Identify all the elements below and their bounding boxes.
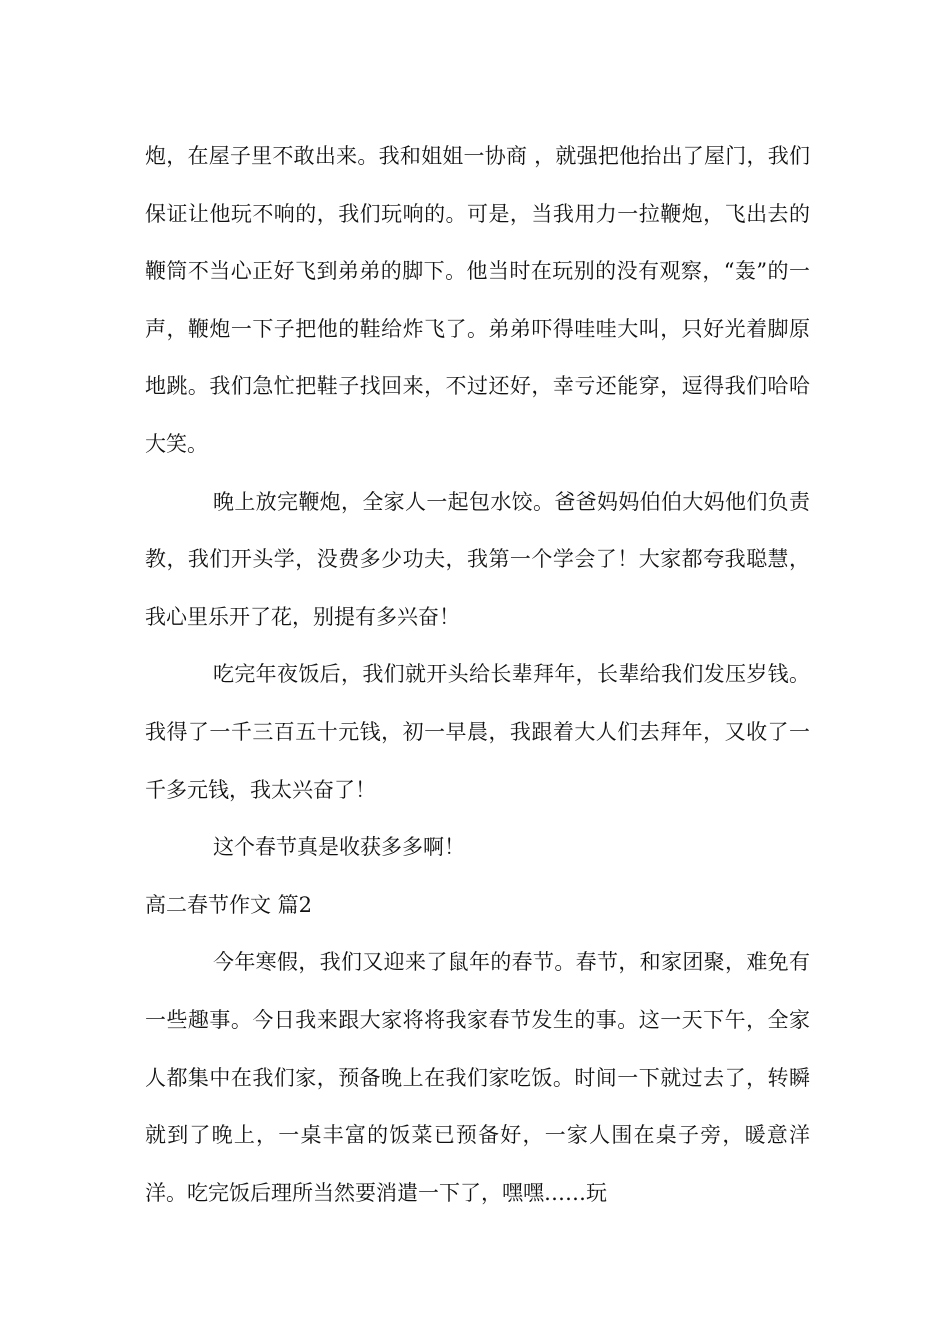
paragraph-dumplings: 晚上放完鞭炮，全家人一起包水饺。爸爸妈妈伯伯大妈他们负责教，我们开头学，没费多少功夫，我第一个学会了！大家都夸我聪慧，我心里乐开了花，别提有多兴奋！ <box>145 489 810 629</box>
paragraph-new-year-greetings: 吃完年夜饭后，我们就开头给长辈拜年，长辈给我们发压岁钱。我得了一千三百五十元钱，初一早晨，我跟着大人们去拜年，又收了一千多元钱，我太兴奋了！ <box>145 662 810 802</box>
paragraph-continued: 炮，在屋子里不敢出来。我和姐姐一协商 ，就强把他抬出了屋门，我们保证让他玩不响的，我们玩响的。可是，当我用力一拉鞭炮，飞出去的鞭筒不当心正好飞到弟弟的脚下。他当时在玩别的没有观察，“轰”的一声，鞭炮一下子把他的鞋给炸飞了。弟弟吓得哇哇大叫，只好光着脚原地跳。我们急忙把鞋子找回来，不过还好，幸亏还能穿，逗得我们哈哈大笑。 <box>145 144 810 456</box>
paragraph-conclusion: 这个春节真是收获多多啊！ <box>213 835 465 860</box>
document-body <box>145 128 810 1222</box>
paragraph-section-2-intro: 今年寒假，我们又迎来了鼠年的春节。春节，和家团聚，难免有一些趣事。今日我来跟大家将将我家春节发生的事。这一天下午，全家人都集中在我们家，预备晚上在我们家吃饭。时间一下就过去了，转瞬就到了晚上，一桌丰富的饭菜已预备好，一家人围在桌子旁，暖意洋洋。吃完饭后理所当然要消遣一下了，嘿嘿……玩 <box>145 950 810 1205</box>
section-heading: 高二春节作文 篇2 <box>145 892 313 917</box>
